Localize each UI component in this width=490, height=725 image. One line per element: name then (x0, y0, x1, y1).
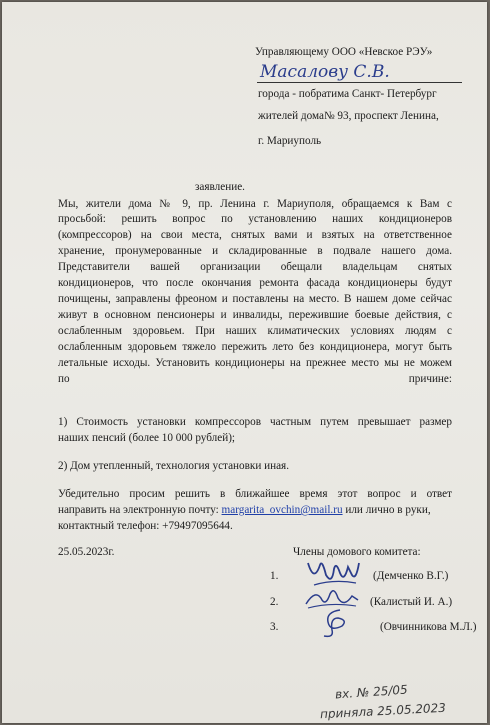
document-title: заявление. (195, 181, 245, 193)
email-link[interactable]: margarita_ovchin@mail.ru (221, 504, 343, 516)
request-text: направить на электронную почту: (58, 504, 222, 516)
name-underline (257, 82, 462, 83)
body-line: почищены, заправлены фреоном и поставлены на место. В нашем доме сейчас (58, 293, 452, 305)
reason-2-line: 2) Дом утепленный, технология установки иная. (58, 460, 290, 472)
committee-heading: Члены домового комитета: (293, 546, 421, 558)
body-line: просьбой: решить вопрос по установлению наших кондиционеров (58, 213, 452, 225)
member-name: (Овчинникова М.Л.) (380, 621, 477, 633)
addressee-line: Управляющему ООО «Невское РЭУ» (255, 46, 433, 58)
from-line-2: жителей дома№ 93, проспект Ленина, (258, 110, 439, 122)
contact-phone-line: контактный телефон: +79497095644. (58, 520, 233, 532)
body-line: Мы, жители дома № 9, пр. Ленина г. Мариуполя, обращаемся к Вам с (58, 198, 452, 210)
member-number: 2. (270, 596, 279, 608)
member-number: 1. (270, 570, 279, 582)
body-line: летальные исходы. Установить кондиционеры на прежнее место мы не можем (58, 357, 452, 369)
request-line: Убедительно просим решить в ближайшее время этот вопрос и ответ (58, 488, 452, 500)
signature-3 (320, 606, 350, 640)
handwritten-addressee-name: Масалову С.В. (260, 62, 390, 82)
request-line-2 (58, 502, 431, 518)
member-number: 3. (270, 621, 279, 633)
body-line: (компрессоров) на свои места, снятых вами и взятых на ответственное (58, 229, 452, 241)
document-date: 25.05.2023г. (58, 546, 115, 558)
request-text: или лично в руки, (342, 504, 431, 516)
body-line: ослабленным здоровьем. При наших климатических условиях людям с (58, 325, 452, 337)
member-name: (Калистый И. А.) (370, 596, 453, 608)
member-name: (Демченко В.Г.) (373, 570, 449, 582)
reason-1-line: 1) Стоимость установки компрессоров частным путем превышает размер (58, 416, 452, 428)
body-line: кондиционеров, что после окончания ремонта фасада кондиционеры будут (58, 277, 452, 289)
body-line: хранение, пронумерованные и складированные в подвале нашего дома. (58, 245, 452, 257)
body-line: ослабленным здоровьем тяжело пережить лето без кондиционера, могут быть (58, 341, 452, 353)
received-note-number: вх. № 25/05 (334, 682, 409, 702)
received-note-date: приняла 25.05.2023 (319, 700, 447, 722)
reason-1-line: наших пенсий (более 10 000 рублей); (58, 432, 236, 444)
body-line: по причине: (58, 373, 452, 385)
document-page (2, 2, 487, 723)
from-line-1: города - побратима Санкт- Петербург (258, 88, 437, 100)
body-line: живут в основном пенсионеры и инвалиды, пережившие боевые действия, с (58, 309, 452, 321)
body-line: Представители вашей организации обещали владельцам снятых (58, 261, 452, 273)
from-line-3: г. Мариуполь (258, 135, 322, 147)
